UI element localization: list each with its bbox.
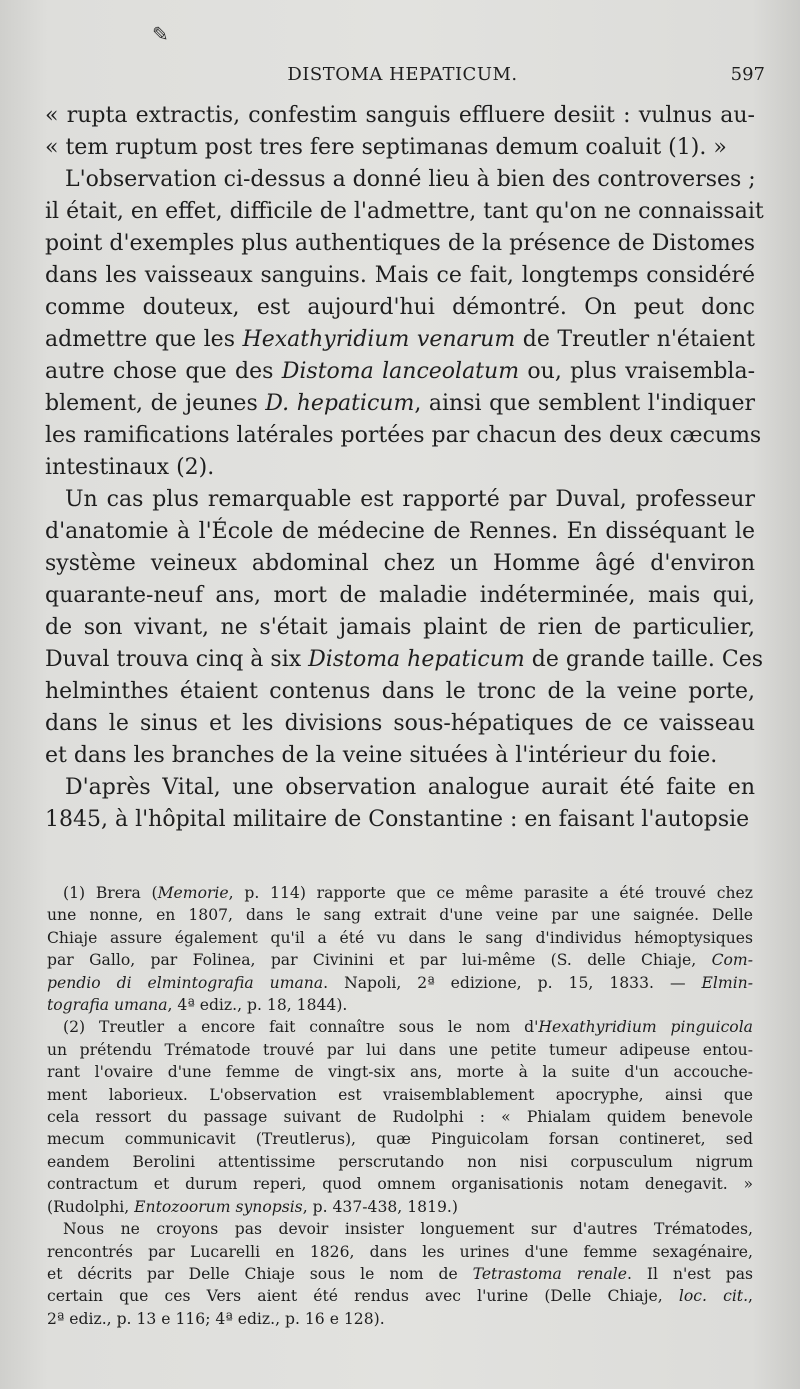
text-line: L'observation ci-dessus a donné lieu à bien des controverses ; xyxy=(65,167,756,192)
text-line: point d'exemples plus authentiques de la présence de Distomes xyxy=(45,231,755,256)
footnote-line: cela ressort du passage suivant de Rudolphi : « Phialam quidem benevole xyxy=(47,1108,753,1127)
footnote-line: tografia umana, 4ª ediz., p. 18, 1844). xyxy=(47,996,348,1015)
text-line: admettre que les Hexathyridium venarum de Treutler n'étaient xyxy=(45,327,755,352)
footnote-line: eandem Berolini attentissime perscrutando non nisi corpusculum nigrum xyxy=(47,1152,753,1171)
text-line: il était, en effet, difficile de l'admettre, tant qu'on ne connaissait xyxy=(45,199,764,224)
page-number: 597 xyxy=(730,64,765,85)
text-line: « tem ruptum post tres fere septimanas demum coaluit (1). » xyxy=(45,135,727,160)
footnote-line: ment laborieux. L'observation est vraisemblablement apocryphe, ainsi que xyxy=(47,1085,753,1104)
text-line: D'après Vital, une observation analogue aurait été faite en xyxy=(65,775,755,800)
footnote-line: Nous ne croyons pas devoir insister longuement sur d'autres Trématodes, xyxy=(63,1220,753,1239)
footnote-line: une nonne, en 1807, dans le sang extrait d'une veine par une saignée. Delle xyxy=(47,906,753,925)
text-line: dans le sinus et les divisions sous-hépatiques de ce vaisseau xyxy=(45,711,755,736)
footnote-line: Chiaje assure également qu'il a été vu dans le sang d'individus hémoptysiques xyxy=(47,928,753,947)
footnotes xyxy=(47,882,753,1330)
footnote-line: et décrits par Delle Chiaje sous le nom de Tetrastoma renale. Il n'est pas xyxy=(47,1264,753,1283)
text-line: les ramifications latérales portées par chacun des deux cæcums xyxy=(45,423,762,448)
text-line: Duval trouva cinq à six Distoma hepaticum de grande taille. Ces xyxy=(45,647,764,672)
text-line: système veineux abdominal chez un Homme âgé d'environ xyxy=(45,551,755,576)
footnote-line: 2ª ediz., p. 13 e 116; 4ª ediz., p. 16 e 128). xyxy=(47,1309,385,1328)
text-line: intestinaux (2). xyxy=(45,455,215,480)
footnote-line: (1) Brera (Memorie, p. 114) rapporte que ce même parasite a été trouvé chez xyxy=(63,884,753,902)
page-header xyxy=(40,62,765,92)
text-line: « rupta extractis, confestim sanguis effluere desiit : vulnus au- xyxy=(45,103,755,128)
footnote-line: un prétendu Trématode trouvé par lui dans une petite tumeur adipeuse entou- xyxy=(47,1040,753,1059)
text-line: de son vivant, ne s'était jamais plaint de rien de particulier, xyxy=(45,615,755,640)
text-line: blement, de jeunes D. hepaticum, ainsi que semblent l'indiquer xyxy=(45,391,755,416)
text-line: d'anatomie à l'École de médecine de Rennes. En disséquant le xyxy=(45,519,755,544)
text-line: et dans les branches de la veine situées à l'intérieur du foie. xyxy=(45,743,718,768)
footnote-line: contractum et durum reperi, quod omnem organisationis notam denegavit. » xyxy=(47,1175,753,1194)
footnote-line: mecum communicavit (Treutlerus), quæ Pinguicolam forsan contineret, sed xyxy=(47,1130,753,1149)
text-line: quarante-neuf ans, mort de maladie indéterminée, mais qui, xyxy=(45,583,755,608)
text-line: comme douteux, est aujourd'hui démontré. On peut donc xyxy=(45,295,755,320)
text-line: Un cas plus remarquable est rapporté par Duval, professeur xyxy=(65,487,755,512)
main-text xyxy=(45,100,764,836)
footnote-line: rencontrés par Lucarelli en 1826, dans les urines d'une femme sexagénaire, xyxy=(47,1242,753,1261)
text-line: dans les vaisseaux sanguins. Mais ce fait, longtemps considéré xyxy=(45,263,755,288)
footnote-line: (Rudolphi, Entozoorum synopsis, p. 437-438, 1819.) xyxy=(47,1197,458,1216)
footnote-line: par Gallo, par Folinea, par Civinini et par lui-même (S. delle Chiaje, Com- xyxy=(47,951,753,970)
text-line: helminthes étaient contenus dans le tronc de la veine porte, xyxy=(45,679,755,704)
text-line: 1845, à l'hôpital militaire de Constantine : en faisant l'autopsie xyxy=(45,807,750,832)
running-head: DISTOMA HEPATICUM. xyxy=(287,64,518,85)
footnote-line: pendio di elmintografia umana. Napoli, 2ª edizione, p. 15, 1833. — Elmin- xyxy=(47,973,753,992)
footnote-line: (2) Treutler a encore fait connaître sous le nom d'Hexathyridium pinguicola xyxy=(63,1018,753,1037)
text-line: autre chose que des Distoma lanceolatum ou, plus vraisembla- xyxy=(45,359,756,384)
footnote-line: certain que ces Vers aient été rendus avec l'urine (Delle Chiaje, loc. cit., xyxy=(47,1287,754,1306)
footnote-line: rant l'ovaire d'une femme de vingt-six ans, morte à la suite d'un accouche- xyxy=(47,1063,753,1082)
margin-mark: ✎ xyxy=(152,22,169,46)
